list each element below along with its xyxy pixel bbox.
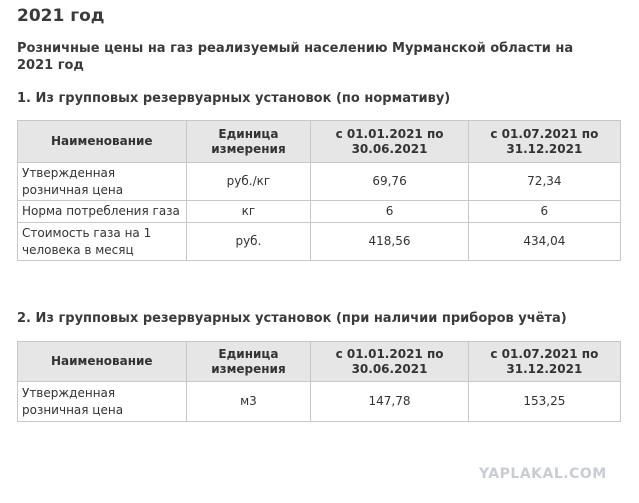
column-header: Наименование bbox=[18, 342, 187, 382]
table-cell: 418,56 bbox=[311, 223, 468, 261]
column-header: Единица измерения bbox=[186, 342, 311, 382]
table-header-row bbox=[18, 121, 621, 163]
column-header: с 01.07.2021 по 31.12.2021 bbox=[468, 342, 620, 382]
section-heading-2: 2. Из групповых резервуарных установок (при наличии приборов учёта) bbox=[17, 311, 567, 326]
column-header: Единица измерения bbox=[186, 121, 311, 163]
page-title: 2021 год bbox=[17, 6, 105, 26]
watermark: YAPLAKAL.COM bbox=[479, 466, 607, 482]
column-header: с 01.07.2021 по 31.12.2021 bbox=[468, 121, 620, 163]
table-cell: 72,34 bbox=[468, 163, 620, 201]
table-cell: Утвержденная розничная цена bbox=[18, 382, 187, 422]
table-cell: Норма потребления газа bbox=[18, 201, 187, 223]
table-cell: руб./кг bbox=[186, 163, 311, 201]
table-cell: Стоимость газа на 1 человека в месяц bbox=[18, 223, 187, 261]
table-cell: 6 bbox=[311, 201, 468, 223]
table-cell: м3 bbox=[186, 382, 311, 422]
table-cell: 69,76 bbox=[311, 163, 468, 201]
price-table-meter bbox=[17, 341, 621, 422]
table-row bbox=[18, 382, 621, 422]
table-cell: 6 bbox=[468, 201, 620, 223]
price-table-norm bbox=[17, 120, 621, 261]
table-row bbox=[18, 163, 621, 201]
table-cell: 147,78 bbox=[311, 382, 468, 422]
column-header: Наименование bbox=[18, 121, 187, 163]
table-header-row bbox=[18, 342, 621, 382]
section-heading-1: 1. Из групповых резервуарных установок (по нормативу) bbox=[17, 91, 451, 106]
table-cell: Утвержденная розничная цена bbox=[18, 163, 187, 201]
table-cell: руб. bbox=[186, 223, 311, 261]
column-header: с 01.01.2021 по 30.06.2021 bbox=[311, 342, 468, 382]
table-cell: 434,04 bbox=[468, 223, 620, 261]
table-cell: 153,25 bbox=[468, 382, 620, 422]
table-cell: кг bbox=[186, 201, 311, 223]
table-row bbox=[18, 201, 621, 223]
column-header: с 01.01.2021 по 30.06.2021 bbox=[311, 121, 468, 163]
table-row bbox=[18, 223, 621, 261]
page-subtitle: Розничные цены на газ реализуемый населению Мурманской области на 2021 год bbox=[17, 41, 574, 73]
